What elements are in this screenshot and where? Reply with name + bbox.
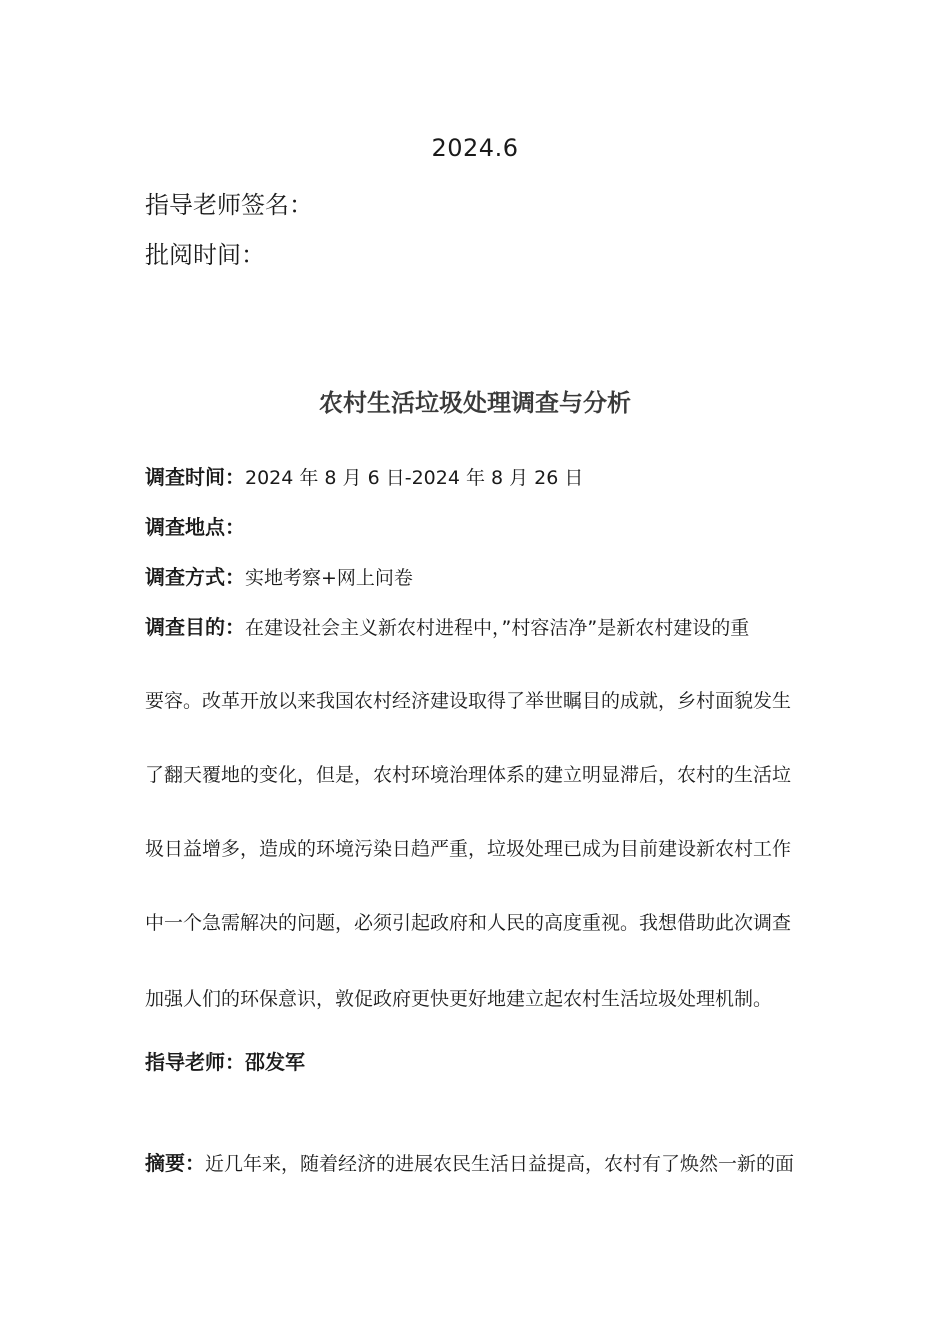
cover-date: 2024.6 <box>431 134 519 162</box>
advisor-field <box>145 1046 305 1075</box>
survey-method-field <box>145 561 413 590</box>
advisor-name: 邵发军 <box>245 1050 305 1074</box>
survey-purpose-field <box>145 611 749 640</box>
survey-method-label: 调查方式： <box>145 565 245 589</box>
survey-place-field <box>145 511 245 540</box>
review-time-label: 批阅时间： <box>145 241 265 269</box>
survey-purpose-line: 了翻天覆地的变化，但是，农村环境治理体系的建立明显滞后，农村的生活垃 <box>145 764 792 786</box>
abstract-text: 近几年来，随着经济的进展农民生活日益提高，农村有了焕然一新的面 <box>205 1153 795 1175</box>
advisor-signature-label: 指导老师签名： <box>145 191 313 219</box>
advisor-label: 指导老师： <box>145 1050 245 1074</box>
survey-place-label: 调查地点： <box>145 515 245 539</box>
report-title: 农村生活垃圾处理调查与分析 <box>319 389 631 417</box>
survey-time-field <box>145 461 583 490</box>
abstract-label: 摘要： <box>145 1151 205 1175</box>
survey-purpose-line: 中一个急需解决的问题，必须引起政府和人民的高度重视。我想借助此次调查 <box>145 912 792 934</box>
survey-time-value: 2024 年 8 月 6 日-2024 年 8 月 26 日 <box>245 467 584 489</box>
survey-purpose-line: 圾日益增多，造成的环境污染日趋严重，垃圾处理已成为目前建设新农村工作 <box>145 838 792 860</box>
abstract-field <box>145 1147 794 1176</box>
survey-purpose-line: 要容。改革开放以来我国农村经济建设取得了举世瞩目的成就，乡村面貌发生 <box>145 690 792 712</box>
survey-purpose-line: 在建设社会主义新农村进程中，”村容洁净”是新农村建设的重 <box>245 617 750 639</box>
survey-time-label: 调查时间： <box>145 465 245 489</box>
survey-method-value: 实地考察+网上问卷 <box>245 567 413 589</box>
survey-purpose-label: 调查目的： <box>145 615 245 639</box>
survey-purpose-line: 加强人们的环保意识，敦促政府更快更好地建立起农村生活垃圾处理机制。 <box>145 988 773 1010</box>
